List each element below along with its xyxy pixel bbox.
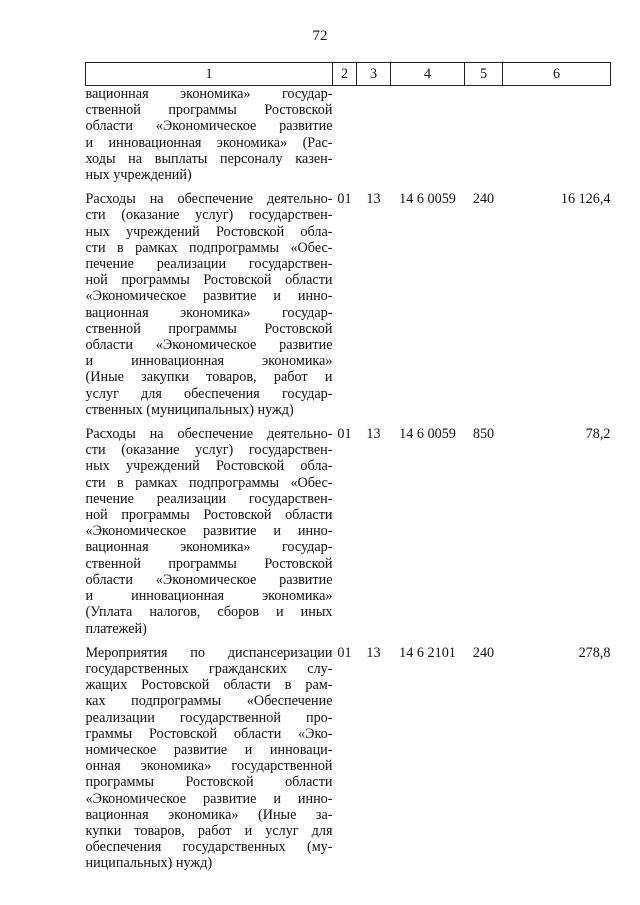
description-line: обеспечения государственных (му- xyxy=(85,839,333,856)
table-body xyxy=(86,86,611,878)
description-line: ных учреждений) xyxy=(85,167,192,184)
description-line: услуг для обеспечения государ- xyxy=(85,385,333,402)
cell-c3 xyxy=(357,86,391,190)
description-line: ных учреждений Ростовской обла- xyxy=(85,458,333,475)
description-line: ных учреждений Ростовской обла- xyxy=(85,223,333,240)
row-description xyxy=(86,424,333,643)
header-col-3: 3 xyxy=(357,63,391,86)
cell-c4: 14 6 0059 xyxy=(399,426,456,443)
page-number: 72 xyxy=(312,28,328,44)
description-line: ственной программы Ростовской xyxy=(85,102,333,119)
header-col-6: 6 xyxy=(503,63,611,86)
row-description xyxy=(86,86,333,190)
table-row xyxy=(86,86,611,190)
description-line: ках подпрограммы «Обеспечение xyxy=(85,693,333,710)
description-line: платежей) xyxy=(85,620,147,637)
cell-c6: 78,2 xyxy=(585,426,611,443)
description-line: области «Экономическое развитие xyxy=(85,337,333,354)
description-line: области «Экономическое развитие xyxy=(85,571,333,588)
row-description xyxy=(86,189,333,424)
description-line: области «Экономическое развитие xyxy=(85,118,333,135)
description-line: (Иные закупки товаров, работ и xyxy=(85,369,333,386)
cell-c3: 13 xyxy=(366,191,381,208)
description-line: и инновационная экономика» (Рас- xyxy=(85,134,333,151)
description-line: реализации государственной про- xyxy=(85,709,333,726)
header-row xyxy=(86,63,611,86)
description-line: Расходы на обеспечение деятельно- xyxy=(85,426,333,443)
table-row xyxy=(86,424,611,643)
description-line: вационная экономика» государ- xyxy=(85,86,333,102)
description-line: ной программы Ростовской области xyxy=(85,272,333,289)
header-col-4: 4 xyxy=(391,63,465,86)
description-line: сти (оказание услуг) государствен- xyxy=(85,207,333,224)
description-line: номическое развитие и инноваци- xyxy=(85,741,333,758)
description-line: ственной программы Ростовской xyxy=(85,555,333,572)
description-line: программы Ростовской области xyxy=(85,774,333,791)
cell-c4: 14 6 2101 xyxy=(399,644,456,661)
description-line: «Экономическое развитие и инно- xyxy=(85,790,333,807)
description-line: и инновационная экономика» xyxy=(85,588,333,605)
description-line: ной программы Ростовской области xyxy=(85,507,333,524)
description-line: ственной программы Ростовской xyxy=(85,320,333,337)
description-line: граммы Ростовской области «Эко- xyxy=(85,725,333,742)
description-line: Мероприятия по диспансеризации xyxy=(85,644,333,661)
description-line: ходы на выплаты персоналу казен- xyxy=(85,150,333,167)
cell-c5: 850 xyxy=(472,426,495,443)
budget-table xyxy=(85,62,611,878)
description-line: ниципальных) нужд) xyxy=(85,855,213,872)
description-line: (Уплата налогов, сборов и иных xyxy=(85,604,333,621)
description-line: государственных гражданских слу- xyxy=(85,660,333,677)
header-col-2: 2 xyxy=(333,63,357,86)
cell-c2: 01 xyxy=(337,644,352,661)
description-line: печение реализации государствен- xyxy=(85,490,333,507)
header-col-1: 1 xyxy=(86,63,333,86)
description-line: печение реализации государствен- xyxy=(85,256,333,273)
description-line: вационная экономика» государ- xyxy=(85,304,333,321)
description-line: «Экономическое развитие и инно- xyxy=(85,523,333,540)
cell-c6: 16 126,4 xyxy=(560,191,611,208)
row-description xyxy=(86,643,333,878)
table-row xyxy=(86,189,611,424)
cell-c2: 01 xyxy=(337,191,352,208)
description-line: сти в рамках подпрограммы «Обес- xyxy=(85,239,333,256)
description-line: сти в рамках подпрограммы «Обес- xyxy=(85,474,333,491)
cell-c2: 01 xyxy=(337,426,352,443)
description-line: сти (оказание услуг) государствен- xyxy=(85,442,333,459)
cell-c5 xyxy=(465,86,503,190)
cell-c5: 240 xyxy=(472,644,495,661)
description-line: купки товаров, работ и услуг для xyxy=(85,822,333,839)
description-line: жащих Ростовской области в рам- xyxy=(85,677,333,694)
cell-c3: 13 xyxy=(366,644,381,661)
cell-c5: 240 xyxy=(472,191,495,208)
description-line: вационная экономика» государ- xyxy=(85,539,333,556)
cell-c6: 278,8 xyxy=(578,644,611,661)
header-col-5: 5 xyxy=(465,63,503,86)
description-line: вационная экономика» (Иные за- xyxy=(85,806,333,823)
cell-c3: 13 xyxy=(366,426,381,443)
cell-c2 xyxy=(333,86,357,190)
cell-c4: 14 6 0059 xyxy=(399,191,456,208)
cell-c6 xyxy=(503,86,611,190)
description-line: «Экономическое развитие и инно- xyxy=(85,288,333,305)
cell-c4 xyxy=(391,86,465,190)
description-line: и инновационная экономика» xyxy=(85,353,333,370)
description-line: онная экономика» государственной xyxy=(85,758,333,775)
description-line: ственных (муниципальных) нужд) xyxy=(85,401,294,418)
description-line: Расходы на обеспечение деятельно- xyxy=(85,191,333,208)
table-row xyxy=(86,643,611,878)
